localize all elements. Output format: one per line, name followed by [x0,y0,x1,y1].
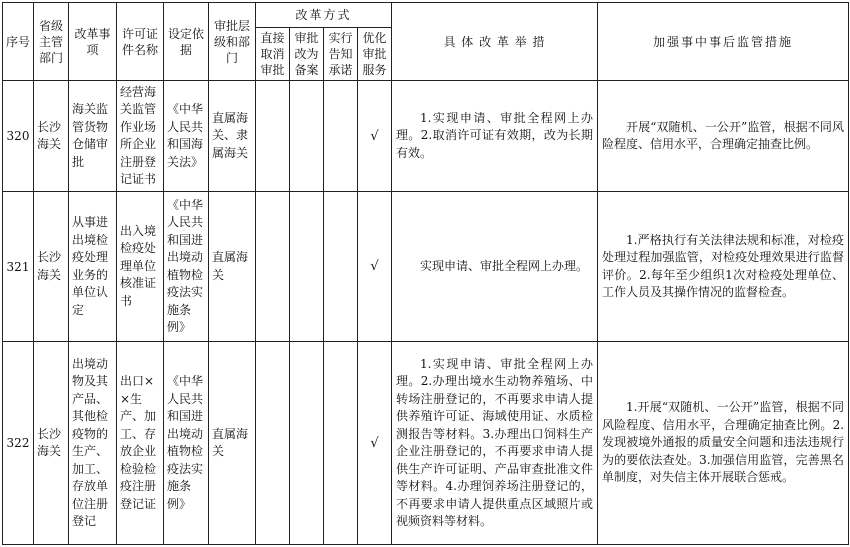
row-index: 322 [3,342,34,545]
row-measures-text: 1.实现申请、审批全程网上办理。2.办理出境水生动物养殖场、中转场注册登记的，不再要求申请人提供养殖许可证、海域使用证、水质检测报告等材料。3.办理出口饲料生产企业注册登记的，不再要求申请人提供生产许可证明、产品审查批准文件等材料。4.办理饲养场注册登记的，不再要求申请人提供重点区域照片或视频资料等材料。 [396,356,594,528]
row-mode-filing [290,81,324,192]
row-supervision [598,81,849,192]
row-license-name: 出入境检疫处理单位核准证书 [117,192,164,342]
row-mode-cancel [256,81,290,192]
row-index: 320 [3,81,34,192]
row-reform-item: 海关监管货物仓储审批 [69,81,117,192]
reform-table [2,2,849,545]
header-license-name: 许可证件名称 [117,3,164,81]
row-supervision-text: 1.开展“双随机、一公开”监管，根据不同风险程度、信用水平，合理确定抽查比例。2.发现被境外通报的质量安全问题和违法违规行为的要依法查处。3.加强信用监管，完善黑名单制度，对失信主体开展联合惩戒。 [602,400,845,485]
header-measures: 具 体 改 革 举 措 [392,3,598,81]
row-measures-text: 实现申请、审批全程网上办理。 [420,258,589,273]
header-mode-cancel: 直接取消审批 [256,28,290,81]
row-mode-optimize-check: √ [358,81,392,192]
table-row [3,81,849,192]
row-approval-level: 直属海关、隶属海关 [209,81,256,192]
row-measures-text: 1.实现申请、审批全程网上办理。2.取消许可证有效期，改为长期有效。 [396,110,594,160]
row-license-name: 经营海关监管作业场所企业注册登记证书 [117,81,164,192]
header-mode-optimize: 优化审批服务 [358,28,392,81]
header-row-1 [3,3,849,28]
row-approval-level: 直属海关 [209,192,256,342]
row-mode-notify [324,81,358,192]
row-index: 321 [3,192,34,342]
header-index: 序号 [3,3,34,81]
row-supervision [598,342,849,545]
row-reform-item: 从事进出境检疫处理业务的单位认定 [69,192,117,342]
table-row [3,342,849,545]
row-supervision-text: 开展“双随机、一公开”监管，根据不同风险程度、信用水平，合理确定抽查比例。 [602,119,845,151]
header-legal-basis: 设定依据 [164,3,209,81]
row-measures [392,81,598,192]
header-reform-mode: 改革方式 [256,3,392,28]
row-approval-level: 直属海关 [209,342,256,545]
header-supervision: 加强事中事后监管措施 [598,3,849,81]
header-mode-filing: 审批改为备案 [290,28,324,81]
row-measures [392,192,598,342]
header-approval-level: 审批层级和部门 [209,3,256,81]
row-supervision [598,192,849,342]
header-reform-item: 改革事项 [69,3,117,81]
row-legal-basis: 《中华人民共和国进出境动植物检疫法实施条例》 [164,192,209,342]
row-mode-optimize-check: √ [358,342,392,545]
row-mode-cancel [256,342,290,545]
row-dept: 长沙海关 [34,192,69,342]
table-row [3,192,849,342]
row-legal-basis: 《中华人民共和国进出境动植物检疫法实施条例》 [164,342,209,545]
row-supervision-text: 1.严格执行有关法律法规和标准，对检疫处理过程加强监管，对检疫处理效果进行监督评价。2.每年至少组织1次对检疫处理单位、工作人员及其操作情况的监督检查。 [602,232,845,299]
row-legal-basis: 《中华人民共和国海关法》 [164,81,209,192]
header-mode-notify: 实行告知承诺 [324,28,358,81]
row-measures [392,342,598,545]
row-license-name: 出口××生产、加工、存放企业检验检疫注册登记证 [117,342,164,545]
row-mode-filing [290,192,324,342]
row-mode-filing [290,342,324,545]
row-mode-optimize-check: √ [358,192,392,342]
row-mode-notify [324,192,358,342]
row-dept: 长沙海关 [34,342,69,545]
row-mode-cancel [256,192,290,342]
row-dept: 长沙海关 [34,81,69,192]
header-province-dept: 省级主管部门 [34,3,69,81]
row-reform-item: 出境动物及其产品、其他检疫物的生产、加工、存放单位注册登记 [69,342,117,545]
row-mode-notify [324,342,358,545]
